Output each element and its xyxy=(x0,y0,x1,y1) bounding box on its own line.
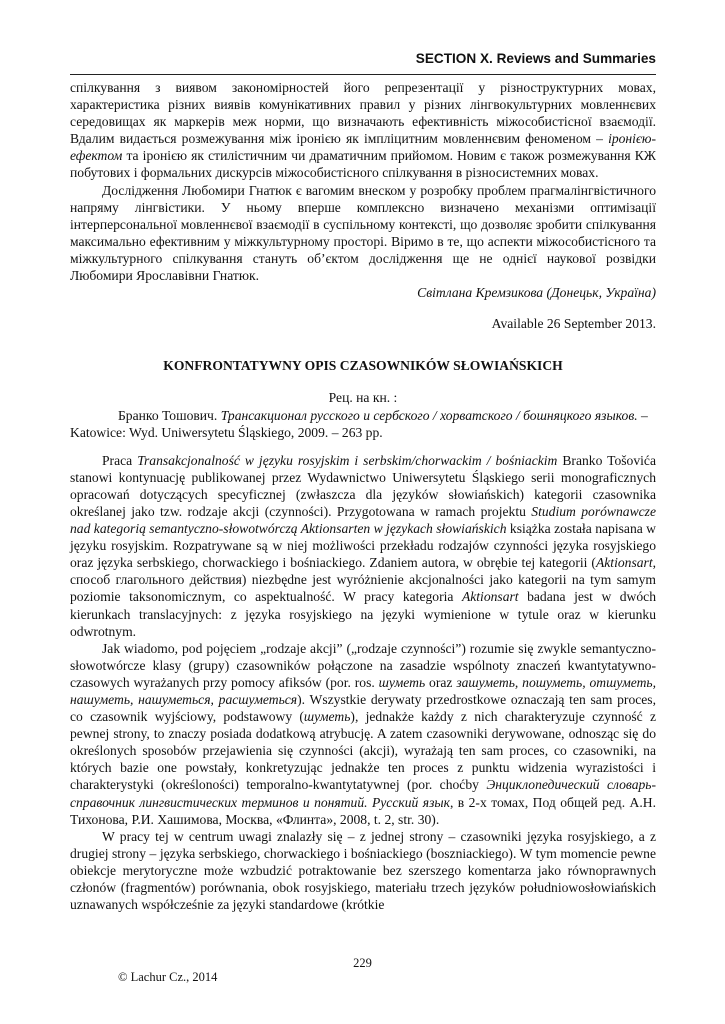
running-header: SECTION X. Reviews and Summaries xyxy=(415,51,656,66)
review2-paragraph-3: W pracy tej w centrum uwagi znalazły się – z jednej strony – czasowniki języka rosyjskiego, a z drugiej strony – języka serbskiego, chorwackiego i bośniackiego (boszniackiego). W tym momencie pewne obiekcje merytoryczne może wzbudzić potraktowanie bez szerszego komentarza jako równoprawnych członów (fragmentów) porównania, obok rosyjskiego, materiału trzech języków południowosłowiańskich uznawanych współcześnie za języki standardowe (krótkie xyxy=(70,828,656,913)
page-number: 229 xyxy=(353,956,372,970)
review1-signature: Світлана Кремзикова (Донецьк, Україна) xyxy=(417,285,656,301)
review2-paragraph-1: Praca Transakcjonalność w języku rosyjskim i serbskim/chorwackim / bośniackim Branko Tošovića stanowi kontynuację publikowanej przez Wydawnictwo Uniwersytetu Śląskiego serii monograficznych opracowań dotyczących specyficznej (zwłaszcza dla języków słowiańskich) kategorii czasownika określanej jako tzw. rodzaje akcji (czynności). Przygotowana w ramach projektu Studium porównawcze nad kategorią semantyczno-słowotwórczą Aktionsarten w językach słowiańskich książka została napisana w języku rosyjskim. Rozpatrywane są w niej możliwości przekładu rodzajów czynności języka rosyjskiego oraz języka serbskiego, chorwackiego i bośniackiego. Zdaniem autora, w obrębie tej kategorii (Aktionsart, способ глагольного действия) niezbędne jest wyróżnienie akcjonalności jako kategorii na tym samym poziomie taksonomicznym, co aspektualność. W pracy kategoria Aktionsart badana jest w dwóch kierunkach translacyjnych: z języka rosyjskiego na języki wymienione w tytule oraz w kierunku odwrotnym. xyxy=(70,452,656,639)
review1-paragraph-2: Дослідження Любомири Гнатюк є вагомим внеском у розробку проблем прагмалінгвістичного напряму лінгвістики. У ньому вперше комплексно визначено механізми оптимізації інтерперсональної мовленнєвої взаємодії в суспільному контексті, що дозволяє зробити спілкування максимально ефективним у міжкультурному просторі. Віримо в те, що аспекти міжособистісного та міжкультурного спілкування стануть об’єктом дослідження ще не однієї наукової розвідки Любомири Ярославівни Гнатюк. xyxy=(70,182,656,284)
review2-paragraph-2: Jak wiadomo, pod pojęciem „rodzaje akcji” („rodzaje czynności”) rozumie się zwykle semantyczno-słowotwórcze klasy (grupy) czasowników połączone na zasadzie wspólnoty znaczeń kwantytatywno-czasowych wyrażanych przy pomocy afiksów (por. ros. шуметь oraz зашуметь, пошуметь, отшуметь, нашуметь, нашуметься, расшуметься). Wszystkie derywaty przedrostkowe oznaczają ten sam proces, co czasownik wyjściowy, podstawowy (шуметь), jednakże każdy z nich charakteryzuje czynność z pewnej strony, to znaczy posiada dodatkową atrybucję. A zatem czasowniki derywowane, odnosząc się do określonych sposobów przejawienia się czynności (akcji), wyrażają ten sam proces, co czasowniki, na których bazie one powstały, konkretyzując jednakże ten proces z punktu widzenia wyrazistości i charakterystyki (określoności) temporalno-kwantytatywnej (por. choćby Энциклопедический словарь-справочник лингвистических терминов и понятий. Русский язык, в 2-х томах, Под общей ред. А.Н. Тихонова, Р.И. Хашимова, Москва, «Флинта», 2008, t. 2, str. 30). xyxy=(70,640,657,827)
bibliographic-reference: Бранко Тошович. Трансакционал русского и сербского / хорватского / бошняцкого языков. – Katowice: Wyd. Uniwersytetu Śląskiego, 2009. – 263 pp. xyxy=(70,407,648,440)
review2-title: KONFRONTATYWNY OPIS CZASOWNIKÓW SŁOWIAŃSKICH xyxy=(163,358,563,374)
review1-available-date: Available 26 September 2013. xyxy=(491,316,656,332)
copyright-footer: © Lachur Cz., 2014 xyxy=(118,970,218,984)
review1-paragraph-1: спілкування з виявом закономірностей його репрезентації у різноструктурних мовах, характеристика різних виявів комунікативних правил у різних лінгвокультурних мовленнєвих середовищах як маркерів меж норми, що визначають ефективність міжособистісної взаємодії. Вдалим видається розмежування між іронією як імпліцитним мовленнєвим феноменом – іронією-ефектом та іронією як стилістичним чи драматичним прийомом. Новим є також розмежування КЖ побутових і формальних дискурсів міжособистісного спілкування в різносистемних мовах. xyxy=(70,80,656,181)
page-body xyxy=(70,79,656,913)
review-of-label: Рец. на кн. : xyxy=(328,390,398,406)
header-rule xyxy=(70,74,656,75)
